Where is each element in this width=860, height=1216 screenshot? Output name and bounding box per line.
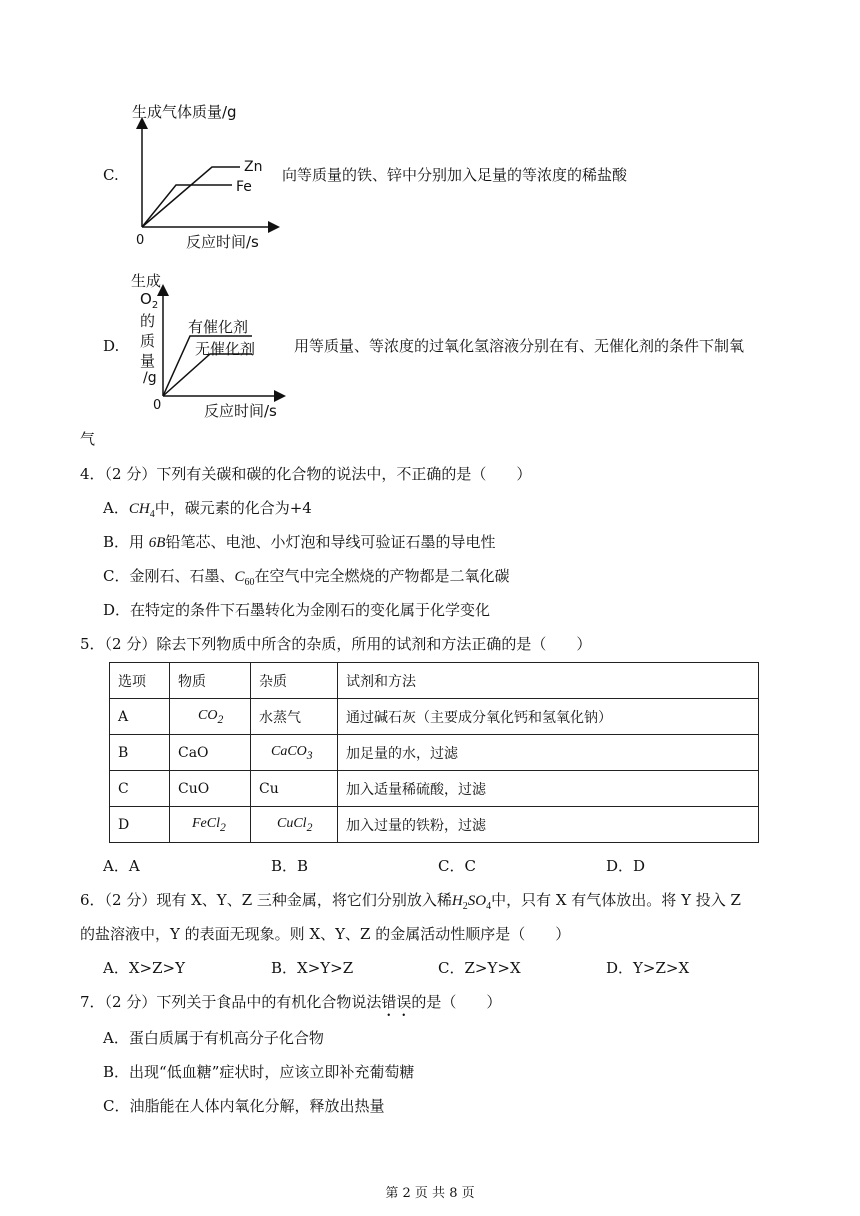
question-stem: 7．（2 分）下列关于食品中的有机化合物说法错误的是（ ）: [80, 993, 502, 1011]
series-line-no-catalyst: [163, 354, 252, 396]
q7-option-c[interactable]: C．油脂能在人体内氧化分解，释放出热量: [103, 1097, 385, 1115]
y-axis-label-line5: 量: [140, 352, 156, 370]
table-cell-option: B: [110, 735, 170, 771]
q5-choice-a[interactable]: A．A: [103, 857, 140, 875]
table-header-cell: 试剂和方法: [338, 663, 759, 699]
q4-option-a[interactable]: [103, 498, 312, 525]
table-row: [110, 807, 759, 843]
y-axis-label: 生成气体质量/g: [132, 103, 237, 121]
table-row: [110, 699, 759, 735]
table-header-row: [110, 663, 759, 699]
option-label: D.: [103, 337, 120, 355]
table-cell-option: A: [110, 699, 170, 735]
option-text-continued: 气: [80, 430, 96, 448]
y-axis-label-line4: 质: [140, 332, 156, 350]
table-header-cell: 杂质: [251, 663, 338, 699]
q5-table: [109, 662, 759, 843]
q5-choice-b[interactable]: B．B: [271, 857, 309, 875]
q3-option-d[interactable]: [0, 270, 860, 420]
option-prefix: B．用: [103, 533, 149, 551]
table-cell-substance: $CO_2$: [170, 699, 251, 735]
option-text: 用等质量、等浓度的过氧化氢溶液分别在有、无催化剂的条件下制氧: [294, 337, 745, 355]
y-axis-label-line1: 生成: [131, 272, 162, 290]
x-axis-label: 反应时间/s: [186, 233, 259, 251]
series-label-zn: Zn: [244, 159, 263, 175]
page-number-footer: 第 2 页 共 8 页: [385, 1186, 475, 1201]
pencil-grade: 6B: [148, 535, 166, 551]
series-line-zn: [142, 167, 240, 227]
table-cell-substance: CuO: [170, 771, 251, 807]
option-text: 中，碳元素的化合为+4: [154, 499, 312, 517]
question-stem: 5．（2 分）除去下列物质中所含的杂质，所用的试剂和方法正确的是（ ）: [80, 635, 592, 653]
question-stem-line2: 的盐溶液中，Y 的表面无现象。则 X、Y、Z 的金属活动性顺序是（ ）: [80, 925, 571, 943]
q6-choice-a[interactable]: A．X>Z>Y: [103, 959, 185, 977]
table-cell-impurity: Cu: [251, 771, 338, 807]
table-cell-impurity: 水蒸气: [251, 699, 338, 735]
question-stem-line1: 6．（2 分）现有 X、Y、Z 三种金属，将它们分别放入稀$H_2SO_4$中，只有 X 有气体放出。将 Y 投入 Z: [80, 891, 741, 912]
y-axis-label-line3: 的: [140, 312, 156, 330]
chemical-formula: $C_{60}$: [234, 569, 255, 588]
q5-choice-d[interactable]: D．D: [606, 857, 646, 875]
option-prefix: A．: [103, 499, 129, 517]
x-axis-label: 反应时间/s: [204, 402, 277, 420]
table-cell-impurity: CaCO$_3$: [251, 735, 338, 771]
origin-label: 0: [153, 398, 162, 413]
table-cell-method: 通过碱石灰（主要成分氧化钙和氢氧化钠）: [338, 699, 759, 735]
option-text: 向等质量的铁、锌中分别加入足量的等浓度的稀盐酸: [282, 166, 628, 184]
question-stem: 4．（2 分）下列有关碳和碳的化合物的说法中，不正确的是（ ）: [80, 465, 532, 483]
table-row: [110, 771, 759, 807]
option-text: 铅笔芯、电池、小灯泡和导线可验证石墨的导电性: [165, 533, 496, 551]
table-cell-method: 加入适量稀硫酸，过滤: [338, 771, 759, 807]
emphasized-word: 错误: [381, 993, 412, 1011]
option-text: 在空气中完全燃烧的产物都是二氧化碳: [254, 567, 510, 585]
table-cell-option: C: [110, 771, 170, 807]
option-label: C.: [103, 166, 119, 184]
q6-choice-c[interactable]: C．Z>Y>X: [438, 959, 521, 977]
q5-choice-c[interactable]: C．C: [438, 857, 476, 875]
table-cell-method: 加足量的水，过滤: [338, 735, 759, 771]
table-header-cell: 物质: [170, 663, 251, 699]
series-label-catalyst: 有催化剂: [188, 318, 249, 336]
y-axis-label-line2: $O_2$: [140, 290, 159, 311]
q4-option-b[interactable]: [103, 532, 495, 553]
option-prefix: C．金刚石、石墨、: [103, 567, 235, 585]
q7-option-b[interactable]: B．出现“低血糖”症状时，应该立即补充葡萄糖: [103, 1063, 415, 1081]
q4-option-d[interactable]: D．在特定的条件下石墨转化为金刚石的变化属于化学变化: [103, 601, 491, 619]
table-cell-substance: FeCl$_2$: [170, 807, 251, 843]
q6-choice-d[interactable]: D．Y>Z>X: [606, 959, 690, 977]
series-label-fe: Fe: [236, 179, 252, 195]
table-cell-method: 加入过量的铁粉，过滤: [338, 807, 759, 843]
table-cell-option: D: [110, 807, 170, 843]
table-cell-substance: CaO: [170, 735, 251, 771]
chemical-formula: $H_2SO_4$: [451, 893, 492, 912]
y-axis-label-line6: /g: [143, 370, 157, 386]
series-label-no-catalyst: 无催化剂: [195, 340, 256, 358]
table-header-cell: 选项: [110, 663, 170, 699]
chemical-formula: $CH_4$: [128, 501, 155, 520]
table-cell-impurity: CuCl$_2$: [251, 807, 338, 843]
series-line-fe: [142, 185, 232, 227]
q6-choice-b[interactable]: B．X>Y>Z: [271, 959, 354, 977]
q4-option-c[interactable]: [103, 566, 510, 593]
origin-label: 0: [136, 233, 145, 248]
q7-option-a[interactable]: A．蛋白质属于有机高分子化合物: [103, 1029, 324, 1047]
table-row: [110, 735, 759, 771]
q3-option-c[interactable]: [0, 95, 860, 255]
